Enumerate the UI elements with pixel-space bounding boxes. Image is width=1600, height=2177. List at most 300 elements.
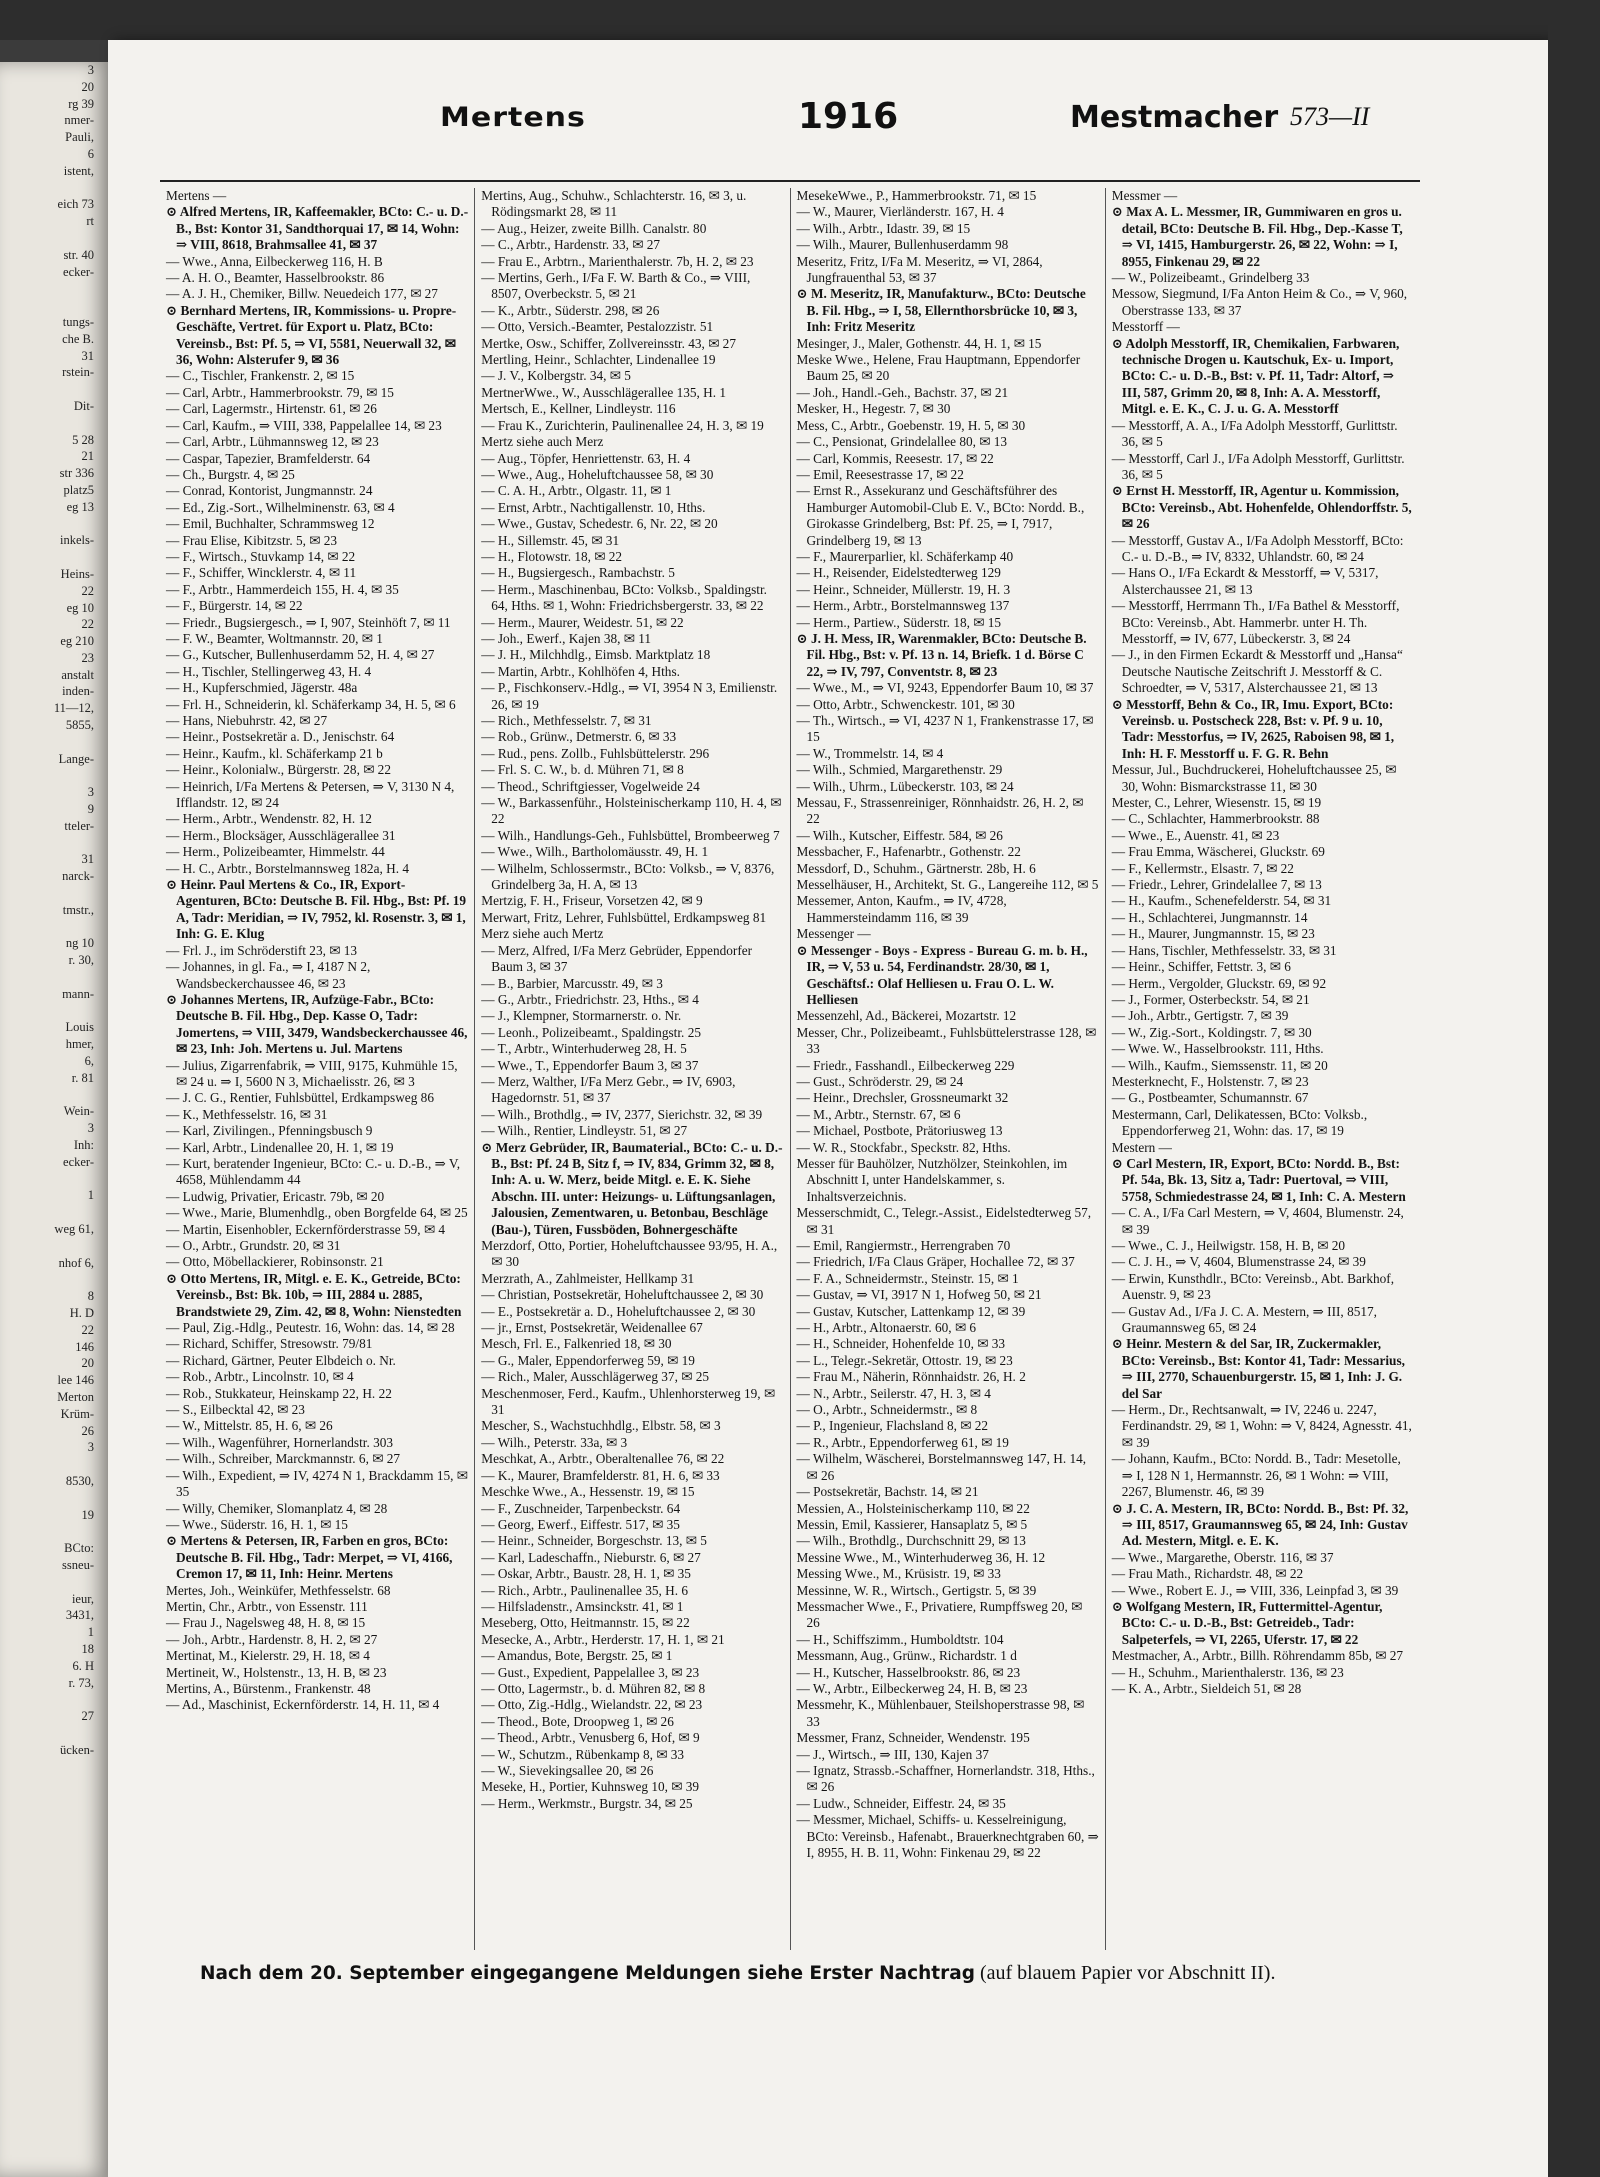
left-page-text-fragment: r. 30, (68, 953, 94, 968)
left-page-text-fragment: platz5 (63, 482, 94, 497)
left-page-text-fragment (0, 1238, 108, 1255)
directory-entry: — Hans O., I/Fa Eckardt & Messtorff, ⇒ V, 5317, Alsterchaussee 21, ✉ 13 (1111, 565, 1379, 597)
directory-entry: — P., Fischkonserv.-Hdlg., ⇒ VI, 3954 N 3, Emilienstr. 26, ✉ 19 (481, 680, 778, 712)
directory-entry: — H., Schneider, Hohenfelde 10, ✉ 33 (796, 1336, 1006, 1352)
directory-entry: Merwart, Fritz, Lehrer, Fuhlsbüttel, Erdkampsweg 81 (481, 909, 767, 925)
directory-entry: — Wilh., Handlungs-Geh., Fuhlsbüttel, Brombeerweg 7 (481, 827, 780, 843)
left-page-text-fragment: 5 28 (72, 432, 94, 447)
directory-entry: Messer, Chr., Polizeibeamt., Fuhlsbüttelerstrasse 128, ✉ 33 (796, 1024, 1097, 1057)
directory-entry: — Wwe., T., Eppendorfer Baum 3, ✉ 37 (481, 1057, 699, 1073)
directory-entry: Mesecke, A., Arbtr., Herderstr. 17, H. 1, ✉ 21 (481, 1631, 725, 1647)
left-page-text-fragment (0, 381, 108, 398)
directory-entry: — Gustav, ⇒ VI, 3917 N 1, Hofweg 50, ✉ 21 (796, 1287, 1042, 1303)
left-page-text-fragment: 8530, (65, 1473, 94, 1488)
directory-entry: — Gust., Schröderstr. 29, ✉ 24 (796, 1073, 964, 1089)
left-page-text-fragment: eg 10 (66, 600, 94, 615)
directory-entry: — Emil, Rangiermstr., Herrengraben 70 (796, 1238, 1011, 1253)
directory-entry: — A. H. O., Beamter, Hasselbrookstr. 86 (166, 270, 385, 286)
directory-entry: Mestermann, Carl, Delikatessen, BCto: Volksb., Eppendorferweg 21, Wohn: das. 17, ✉ 19 (1111, 1106, 1368, 1139)
directory-entry: — Otto, Versich.-Beamter, Pestalozzistr. 51 (481, 319, 714, 335)
directory-entry: MertnerWwe., W., Ausschlägerallee 135, H. 1 (481, 384, 727, 400)
left-page-text-fragment (0, 1725, 108, 1742)
left-page-text-fragment (0, 1574, 108, 1591)
directory-entry: Meseberg, Otto, Heitmannstr. 15, ✉ 22 (481, 1615, 690, 1631)
left-page-text-fragment (0, 415, 108, 432)
directory-entry: — Herm., Maurer, Weidestr. 51, ✉ 22 (481, 614, 684, 630)
left-page-text-fragment: nmer- (64, 113, 94, 128)
left-page-text-fragment: ssneu- (62, 1557, 94, 1572)
scan-background-right (1548, 0, 1600, 2177)
left-page-text-fragment: 9 (87, 802, 94, 817)
directory-entry: — Wwe., C. J., Heilwigstr. 158, H. B, ✉ 20 (1111, 1238, 1345, 1253)
directory-entry: — Herm., Dr., Rechtsanwalt, ⇒ IV, 2246 u. 2247, Ferdinandstr. 29, ✉ 1, Wohn: ⇒ V, 8424, Agnesstr. 41, ✉ 39 (1111, 1402, 1412, 1450)
directory-entry: — Joh., Ewerf., Kajen 38, ✉ 11 (481, 630, 652, 646)
directory-entry: — H., Tischler, Stellingerweg 43, H. 4 (166, 663, 372, 679)
left-page-text-fragment: 27 (81, 1709, 94, 1724)
left-page-text-fragment: 3 (87, 63, 94, 77)
directory-entry: — Wilh., Arbtr., Idastr. 39, ✉ 15 (796, 220, 971, 236)
directory-entry: — Carl, Kaufm., ⇒ VIII, 338, Pappelallee 14, ✉ 23 (166, 417, 442, 433)
left-page-text-fragment: 6 (87, 146, 94, 161)
directory-entry: — Otto, Lagermstr., b. d. Mühren 82, ✉ 8 (481, 1680, 706, 1696)
directory-entry: — Wilhelm, Schlossermstr., BCto: Volksb., ⇒ V, 8376, Grindelberg 3a, H. A, ✉ 13 (481, 860, 775, 893)
directory-entry: — Emil, Reesestrasse 17, ✉ 22 (796, 466, 964, 482)
directory-entry: — Wwe., E., Auenstr. 41, ✉ 23 (1111, 827, 1280, 843)
directory-entry: — J., Wirtsch., ⇒ III, 130, Kajen 37 (796, 1746, 989, 1762)
directory-entry: ⊙ Otto Mertens, IR, Mitgl. e. E. K., Getreide, BCto: Vereinsb., Bst: Bk. 10b, ⇒ III, 2884 u. 2885, Brandstwiete 29, Zim. 42, ✉ 8, Wohn: Nienstedten (166, 1270, 462, 1319)
directory-entry: — O., Arbtr., Schneidermstr., ✉ 8 (796, 1402, 978, 1418)
directory-entry: — Wilh., Brothdlg., ⇒ IV, 2377, Sierichstr. 32, ✉ 39 (481, 1106, 763, 1122)
left-page-text-fragment: ieur, (71, 1591, 94, 1606)
left-page-text-fragment (0, 1456, 108, 1473)
directory-entry: — Martin, Arbtr., Kohlhöfen 4, Hths. (481, 663, 680, 679)
directory-entry: — Ch., Burgstr. 4, ✉ 25 (166, 466, 295, 482)
directory-entry: Mestmacher, A., Arbtr., Billh. Röhrendamm 85b, ✉ 27 (1111, 1648, 1404, 1664)
directory-entry: — Wilh., Rentier, Lindleystr. 51, ✉ 27 (481, 1123, 688, 1139)
left-page-text-fragment: Merton (57, 1389, 94, 1404)
directory-entry: Messemer, Anton, Kaufm., ⇒ IV, 4728, Hammersteindamm 116, ✉ 39 (796, 893, 1007, 925)
left-page-text-fragment: Heins- (60, 566, 94, 581)
directory-entry: ⊙ Messtorff, Behn & Co., IR, Imu. Export, BCto: Vereinsb. u. Postscheck 228, Bst: v. Pf. 9 u. 10, Tadr: Messtorfus, ⇒ IV, 2625, Raboisen 98, ✉ 1, Inh: H. F. Messtorff u. F. G. R. Behn (1111, 696, 1395, 761)
directory-entry: — W. R., Stockfabr., Speckstr. 82, Hths. (796, 1139, 1011, 1155)
footer-text: (auf blauem Papier vor Abschnitt II). (974, 1962, 1276, 1984)
directory-entry: — Merz, Walther, I/Fa Merz Gebr., ⇒ IV, 6903, Hagedornstr. 51, ✉ 37 (481, 1073, 736, 1106)
left-page-text-fragment: inden- (62, 684, 94, 699)
directory-entry: Meske Wwe., Helene, Frau Hauptmann, Eppendorfer Baum 25, ✉ 20 (796, 352, 1081, 384)
directory-entry: — H., Schlachterei, Jungmannstr. 14 (1111, 909, 1308, 925)
directory-entry: — Oskar, Arbtr., Baustr. 28, H. 1, ✉ 35 (481, 1566, 691, 1582)
directory-entry: — Wwe., Gustav, Schedestr. 6, Nr. 22, ✉ 20 (481, 516, 718, 532)
directory-entry: Mertin, Chr., Arbtr., von Essenstr. 111 (166, 1598, 368, 1614)
directory-entry: — H., Schuhm., Marienthalerstr. 136, ✉ 23 (1111, 1664, 1344, 1680)
directory-entry: — K., Methfesselstr. 16, ✉ 31 (166, 1106, 328, 1122)
left-page-text-fragment (0, 919, 108, 936)
left-page-text-fragment: Lange- (58, 751, 94, 766)
left-page-text-fragment (0, 280, 108, 297)
left-page-text-fragment: str 336 (59, 466, 94, 481)
directory-entry: Messer für Bauhölzer, Nutzhölzer, Steinkohlen, im Abschnitt I, unter Handelskammer, s. Inhaltsverzeichnis. (796, 1155, 1068, 1204)
directory-entry: — L., Telegr.-Sekretär, Ottostr. 19, ✉ 23 (796, 1352, 1013, 1368)
directory-entry: — Heinr., Schneider, Müllerstr. 19, H. 3 (796, 581, 1011, 597)
directory-entry: — W., Sievekingsallee 20, ✉ 26 (481, 1763, 654, 1778)
directory-entry: — Aug., Heizer, zweite Billh. Canalstr. 80 (481, 220, 707, 236)
directory-entry: — C., Tischler, Frankenstr. 2, ✉ 15 (166, 368, 355, 384)
directory-entry: MesekeWwe., P., Hammerbrookstr. 71, ✉ 15 (796, 188, 1037, 203)
directory-entry: Mertins, A., Bürstenm., Frankenstr. 48 (166, 1680, 371, 1696)
left-page-text-fragment (0, 297, 108, 314)
directory-entry: — H., Sillemstr. 45, ✉ 31 (481, 532, 620, 548)
left-page-text-fragment (0, 1204, 108, 1221)
directory-entry: — Gustav Ad., I/Fa J. C. A. Mestern, ⇒ III, 8517, Graumannsweg 65, ✉ 24 (1111, 1303, 1377, 1336)
directory-entry: Meseritz, Fritz, I/Fa M. Meseritz, ⇒ VI, 2864, Jungfrauenthal 53, ✉ 37 (796, 253, 1043, 286)
directory-entry: — Joh., Arbtr., Hardenstr. 8, H. 2, ✉ 27 (166, 1631, 378, 1647)
directory-entry: ⊙ Heinr. Mestern & del Sar, IR, Zuckermakler, BCto: Vereinsb., Bst: Kontor 41, Tadr: Messarius, ⇒ III, 2770, Schauenburgerstr. 15, ✉ 1, Inh: J. G. del Sar (1111, 1336, 1405, 1401)
directory-entry: — Heinr., Kolonialw., Bürgerstr. 28, ✉ 22 (166, 762, 391, 778)
directory-entry: — Wilh., Brothdlg., Durchschnitt 29, ✉ 13 (796, 1533, 1026, 1549)
directory-entry: Mestern — (1111, 1139, 1172, 1155)
column-4 (1106, 188, 1420, 1950)
directory-entry: — Julius, Zigarrenfabrik, ⇒ VIII, 9175, Kuhmühle 15, ✉ 24 u. ⇒ I, 5600 N 3, Michaelisstr. 26, ✉ 3 (166, 1057, 458, 1089)
directory-entry: — H., Kaufm., Schenefelderstr. 54, ✉ 31 (1111, 893, 1332, 909)
left-page-text-fragment: 6, (84, 1054, 94, 1069)
left-page-text-fragment: 23 (81, 650, 94, 665)
directory-entry: — Wilh., Schreiber, Marckmannstr. 6, ✉ 27 (166, 1451, 400, 1467)
left-page-text-fragment (0, 1490, 108, 1507)
directory-entry: — Otto, Möbellackierer, Robinsonstr. 21 (166, 1254, 384, 1270)
directory-entry: ⊙ Adolph Messtorff, IR, Chemikalien, Farbwaren, technische Drogen u. Kautschuk, Ex- u. Import, BCto: C.- u. D.-B., Bst: v. Pf. 11, Tadr: Altorf, ⇒ III, 587, Grimm 20, ✉ 8, Inh: A. A. Messtorff, Mitgl. e. E. K., C. J. u. G. A. Messtorff (1111, 335, 1400, 417)
footer-bold-text: Nach dem 20. September eingegangene Meldungen siehe Erster Nachtrag (200, 1963, 975, 1984)
directory-entry: — Michael, Postbote, Prätoriusweg 13 (796, 1123, 1003, 1139)
directory-entry: — Kurt, beratender Ingenieur, BCto: C.- u. D.-B., ⇒ V, 4658, Mühlendamm 44 (166, 1155, 461, 1188)
directory-entry: Mess, C., Arbtr., Goebenstr. 19, H. 5, ✉ 30 (796, 417, 1026, 433)
directory-entry: — H. C., Arbtr., Borstelmannsweg 182a, H. 4 (166, 860, 410, 876)
directory-entry: Meschkat, A., Arbtr., Oberaltenallee 76, ✉ 22 (481, 1451, 725, 1467)
left-page-text-fragment: Inh: (73, 1138, 94, 1152)
directory-entry: — Heinrich, I/Fa Mertens & Petersen, ⇒ V, 3130 N 4, Ifflandstr. 12, ✉ 24 (166, 778, 455, 811)
directory-entry: — Wilh., Schmied, Margarethenstr. 29 (796, 762, 1003, 778)
directory-entry: Merzdorf, Otto, Portier, Hoheluftchaussee 93/95, H. A., ✉ 30 (481, 1238, 778, 1270)
directory-entry: — Wilh., Kutscher, Eiffestr. 584, ✉ 26 (796, 827, 1003, 843)
scan-background-top (0, 0, 1600, 40)
directory-entry: — Heinr., Schiffer, Fettstr. 3, ✉ 6 (1111, 959, 1291, 975)
directory-entry: — Wwe., Aug., Hoheluftchaussee 58, ✉ 30 (481, 466, 714, 482)
directory-entry: Mertsch, E., Kellner, Lindleystr. 116 (481, 401, 676, 417)
directory-entry: ⊙ Bernhard Mertens, IR, Kommissions- u. Propre-Geschäfte, Vertret. für Export u. Platz, BCto: Vereinsb., Bst: Pf. 5, ⇒ VI, 5581, Neuerwall 32, ✉ 36, Wohn: Alsterufer 9, ✉ 36 (166, 302, 457, 368)
left-page-text-fragment: tteler- (64, 818, 94, 833)
directory-entry: — R., Arbtr., Eppendorferweg 61, ✉ 19 (796, 1434, 1009, 1450)
directory-entry: ⊙ M. Meseritz, IR, Manufakturw., BCto: Deutsche B. Fil. Hbg., ⇒ I, 58, Ellernthorsbrücke 10, ✉ 3, Inh: Fritz Meseritz (796, 286, 1086, 335)
directory-entry: Messenzehl, Ad., Bäckerei, Mozartstr. 12 (796, 1008, 1017, 1024)
directory-entry: — Wwe., Marie, Blumenhdlg., oben Borgfelde 64, ✉ 25 (166, 1205, 468, 1221)
directory-entry: — H., Schiffszimm., Humboldtstr. 104 (796, 1631, 1004, 1647)
directory-entry: — Frau M., Näherin, Rönnhaidstr. 26, H. 2 (796, 1369, 1026, 1385)
directory-entry: — Frau Math., Richardstr. 48, ✉ 22 (1111, 1566, 1304, 1582)
left-page-text-fragment: Dit- (73, 398, 94, 413)
directory-entry: — Joh., Handl.-Geh., Bachstr. 37, ✉ 21 (796, 384, 1009, 400)
left-page-text-fragment: H. D (69, 1305, 94, 1320)
left-page-text-fragment: tungs- (62, 314, 94, 329)
directory-entry: ⊙ Carl Mestern, IR, Export, BCto: Nordd. B., Bst: Pf. 54a, Bk. 13, Sitz a, Tadr: Puertoval, ⇒ VIII, 5758, Schmiedestrasse 24, ✉ 1, Inh: C. A. Mestern (1111, 1155, 1406, 1204)
directory-entry: — H., Maurer, Jungmannstr. 15, ✉ 23 (1111, 926, 1315, 942)
left-page-text-fragment: istent, (63, 163, 94, 178)
left-page-text-fragment: inkels- (59, 533, 94, 548)
directory-entry: — F., Maurerparlier, kl. Schäferkamp 40 (796, 548, 1014, 564)
directory-entry: — S., Eilbecktal 42, ✉ 23 (166, 1402, 305, 1418)
directory-entry: — Ernst R., Assekuranz und Geschäftsführer des Hamburger Automobil-Club E. V., BCto: Nordd. B., Girokasse Grindelberg, Bst: Pf. 25, ⇒ I, 7917, Grindelberg 19, ✉ 13 (796, 483, 1085, 548)
directory-entry: — J., in den Firmen Eckardt & Messtorff und „Hansa“ Deutsche Nautische Zeitschrift J. Messtorff & C. Schroedter, ⇒ V, 5317, Alsterchaussee 21, ✉ 13 (1111, 647, 1403, 696)
left-page-text-fragment: 3 (87, 1121, 94, 1136)
directory-entry: — Th., Wirtsch., ⇒ VI, 4237 N 1, Frankenstrasse 17, ✉ 15 (796, 713, 1094, 745)
directory-entry: — W., Polizeibeamt., Grindelberg 33 (1111, 270, 1310, 286)
directory-entry: Mertzig, F. H., Friseur, Vorsetzen 42, ✉ 9 (481, 893, 703, 909)
left-page-text-fragment (0, 734, 108, 751)
directory-entry: Messmer — (1111, 188, 1178, 203)
directory-entry: — H., Reisender, Eidelstedterweg 129 (796, 565, 1001, 581)
directory-entry: — Merz, Alfred, I/Fa Merz Gebrüder, Eppendorfer Baum 3, ✉ 37 (481, 942, 753, 975)
left-page-text-fragment: ücken- (59, 1742, 94, 1757)
directory-entry: — Gustav, Kutscher, Lattenkamp 12, ✉ 39 (796, 1303, 1026, 1319)
directory-entry: Mertinat, M., Kielerstr. 29, H. 18, ✉ 4 (166, 1648, 370, 1664)
directory-entry: Mesinger, J., Maler, Gothenstr. 44, H. 1, ✉ 15 (796, 335, 1042, 351)
directory-entry: Messtorff — (1111, 319, 1180, 335)
directory-entry: Mesterknecht, F., Holstenstr. 7, ✉ 23 (1111, 1073, 1309, 1089)
left-page-text-fragment: rg 39 (68, 96, 94, 111)
directory-entry: — A. J. H., Chemiker, Billw. Neuedeich 177, ✉ 27 (166, 286, 438, 302)
left-page-text-fragment (0, 549, 108, 566)
directory-entry: — Otto, Arbtr., Schwenckestr. 101, ✉ 30 (796, 696, 1015, 712)
directory-entry: — J. H., Milchhdlg., Eimsb. Marktplatz 18 (481, 647, 711, 663)
left-page-text-fragment (0, 885, 108, 902)
directory-entry: — F., Kellermstr., Elsastr. 7, ✉ 22 (1111, 860, 1294, 876)
directory-entry: — K., Arbtr., Süderstr. 298, ✉ 26 (481, 302, 660, 318)
directory-entry: — C., Schlachter, Hammerbrookstr. 88 (1111, 811, 1320, 827)
left-page-text-fragment: ecker- (63, 1154, 94, 1169)
directory-entry: Meschenmoser, Ferd., Kaufm., Uhlenhorsterweg 19, ✉ 31 (481, 1385, 776, 1418)
directory-entry: — Herm., Arbtr., Wendenstr. 82, H. 12 (166, 811, 372, 827)
directory-entry: Messbacher, F., Hafenarbtr., Gothenstr. 22 (796, 844, 1021, 860)
left-page-text-fragment: Krüm- (60, 1406, 94, 1421)
directory-entry: Merz siehe auch Mertz (481, 926, 604, 942)
directory-entry: — G., Kutscher, Bullenhuserdamm 52, H. 4, ✉ 27 (166, 647, 435, 663)
left-page-text-fragment: 22 (81, 583, 94, 598)
left-page-text-fragment: Wein- (63, 1104, 94, 1119)
directory-entry: — Rich., Arbtr., Paulinenallee 35, H. 6 (481, 1582, 689, 1598)
left-page-text-fragment (0, 1271, 108, 1288)
directory-entry: Mertz siehe auch Merz (481, 434, 604, 450)
directory-entry: — Carl, Arbtr., Hammerbrookstr. 79, ✉ 15 (166, 384, 394, 400)
directory-entry: Messin, Emil, Kassierer, Hansaplatz 5, ✉ 5 (796, 1516, 1028, 1532)
left-page-text-fragment: lee 146 (57, 1373, 94, 1388)
directory-entry: — Rob., Grünw., Detmerstr. 6, ✉ 33 (481, 729, 677, 745)
directory-entry: Mesch, Frl. E., Falkenried 18, ✉ 30 (481, 1336, 672, 1352)
directory-entry: — Frl. J., im Schröderstift 23, ✉ 13 (166, 942, 358, 958)
directory-entry: — Herm., Werkmstr., Burgstr. 34, ✉ 25 (481, 1795, 693, 1811)
directory-entry: — Georg, Ewerf., Eiffestr. 517, ✉ 35 (481, 1516, 680, 1532)
directory-entry: — Johannes, in gl. Fa., ⇒ I, 4187 N 2, Wandsbeckerchaussee 46, ✉ 23 (166, 959, 371, 991)
directory-entry: — Aug., Töpfer, Henriettenstr. 63, H. 4 (481, 450, 691, 466)
directory-entry: — Carl, Arbtr., Lühmannsweg 12, ✉ 23 (166, 434, 379, 450)
directory-entry: Mertke, Osw., Schiffer, Zollvereinsstr. 43, ✉ 27 (481, 335, 736, 351)
directory-entry: — F. A., Schneidermstr., Steinstr. 15, ✉ 1 (796, 1270, 1019, 1286)
directory-entry: — C. A. H., Arbtr., Olgastr. 11, ✉ 1 (481, 483, 672, 499)
directory-entry: — J., Former, Osterbeckstr. 54, ✉ 21 (1111, 991, 1310, 1007)
directory-entry: — Heinr., Kaufm., kl. Schäferkamp 21 b (166, 745, 383, 761)
directory-entry: — Paul, Zig.-Hdlg., Peutestr. 16, Wohn: das. 14, ✉ 28 (166, 1320, 455, 1336)
left-page-text-fragment: eich 73 (57, 197, 94, 212)
directory-entry: — Messtorff, Carl J., I/Fa Adolph Messtorff, Gurlittstr. 36, ✉ 5 (1111, 450, 1405, 482)
directory-entry: — J. V., Kolbergstr. 34, ✉ 5 (481, 368, 631, 384)
left-page-text-fragment (0, 1003, 108, 1020)
directory-entry: Messenger — (796, 926, 871, 942)
left-page-text-fragment: 6. H (72, 1658, 94, 1673)
page-number: 573—II (1290, 102, 1370, 131)
left-page-text-fragment: rstein- (62, 365, 94, 380)
left-page-text-fragment: BCto: (64, 1541, 94, 1556)
directory-entry: — Wilh., Maurer, Bullenhuserdamm 98 (796, 237, 1009, 253)
left-page-text-fragment: 20 (81, 79, 94, 94)
header-last-name: Mestmacher (1070, 100, 1279, 135)
directory-entry: — Karl, Zivilingen., Pfenningsbusch 9 (166, 1123, 373, 1139)
directory-entry: Mertens — (166, 188, 227, 203)
directory-entry: ⊙ Johannes Mertens, IR, Aufzüge-Fabr., BCto: Deutsche B. Fil. Hbg., Dep. Kasse O, Tadr: Jomertens, ⇒ VIII, 3479, Wandsbeckerchaussee 46, ✉ 23, Inh: Joh. Mertens u. Jul. Martens (166, 991, 468, 1057)
left-page-text-fragment: eg 13 (66, 499, 94, 514)
directory-entry: Messinne, W. R., Wirtsch., Gertigstr. 5, ✉ 39 (796, 1582, 1037, 1598)
directory-entry: — Richard, Gärtner, Peuter Elbdeich o. Nr. (166, 1352, 396, 1368)
directory-entry: — Amandus, Bote, Bergstr. 25, ✉ 1 (481, 1648, 673, 1664)
page-header (60, 96, 1430, 140)
directory-entry: Messelhäuser, H., Architekt, St. G., Langereihe 112, ✉ 5 (796, 877, 1099, 893)
directory-entry: — H., Bugsiergesch., Rambachstr. 5 (481, 565, 675, 581)
directory-entry: — Friedrich, I/Fa Claus Gräper, Hochallee 72, ✉ 37 (796, 1254, 1075, 1270)
directory-entry: Messmacher Wwe., F., Privatiere, Rumpffsweg 20, ✉ 26 (796, 1598, 1083, 1631)
left-page-text-fragment (0, 1691, 108, 1708)
directory-entry: — Wwe., M., ⇒ VI, 9243, Eppendorfer Baum 10, ✉ 37 (796, 680, 1094, 696)
directory-entry: — Ed., Zig.-Sort., Wilhelminenstr. 63, ✉ 4 (166, 499, 395, 515)
left-page-text-fragment (0, 230, 108, 247)
directory-entry: — Rob., Stukkateur, Heinskamp 22, H. 22 (166, 1385, 392, 1401)
directory-entry: — Messtorff, Herrmann Th., I/Fa Bathel & Messtorff, BCto: Vereinsb., Abt. Hammerbr. unter H. Th. Messtorff, ⇒ IV, 677, Lübeckerstr. 3, ✉ 24 (1111, 598, 1400, 646)
directory-entry: — Hilfsladenstr., Amsinckstr. 41, ✉ 1 (481, 1598, 684, 1614)
header-first-name: Mertens (440, 101, 586, 134)
directory-entry: — Ignatz, Strassb.-Schaffner, Hornerlandstr. 318, Hths., ✉ 26 (796, 1763, 1095, 1795)
left-page-text-fragment: r. 81 (71, 1070, 94, 1085)
directory-entry: Merzrath, A., Zahlmeister, Hellkamp 31 (481, 1270, 695, 1286)
directory-entry: — Hans, Niebuhrstr. 42, ✉ 27 (166, 713, 328, 728)
directory-entry: — Wilh., Kaufm., Siemssenstr. 11, ✉ 20 (1111, 1057, 1328, 1073)
directory-entry: — Wilh., Peterstr. 33a, ✉ 3 (481, 1434, 628, 1450)
directory-entry: — Christian, Postsekretär, Hoheluftchaussee 2, ✉ 30 (481, 1287, 764, 1303)
directory-entry: — Heinr., Schneider, Borgeschstr. 13, ✉ 5 (481, 1533, 707, 1549)
directory-entry: — W., Schutzm., Rübenkamp 8, ✉ 33 (481, 1746, 685, 1762)
directory-entry: — Richard, Schiffer, Stresowstr. 79/81 (166, 1336, 373, 1352)
directory-entry: — Erwin, Kunsthdlr., BCto: Vereinsb., Abt. Barkhof, Auenstr. 9, ✉ 23 (1111, 1270, 1395, 1303)
directory-entry: Meschke Wwe., A., Hessenstr. 19, ✉ 15 (481, 1484, 695, 1500)
directory-entry: — W., Mittelstr. 85, H. 6, ✉ 26 (166, 1418, 333, 1434)
directory-entry: — Wwe., Süderstr. 16, H. 1, ✉ 15 (166, 1516, 348, 1532)
left-page-text-fragment (0, 1171, 108, 1188)
directory-entry: — Leonh., Polizeibeamt., Spaldingstr. 25 (481, 1024, 701, 1040)
left-page-text-fragment: narck- (62, 869, 94, 884)
left-page-text-fragment: 1 (87, 1188, 94, 1203)
directory-entry: — Frau Emma, Wäscherei, Gluckstr. 69 (1111, 844, 1325, 860)
column-3 (791, 188, 1106, 1950)
directory-entry: — Frau Elise, Kibitzstr. 5, ✉ 23 (166, 532, 338, 548)
directory-entry: — Messtorff, A. A., I/Fa Adolph Messtorff, Gurlittstr. 36, ✉ 5 (1111, 417, 1398, 450)
directory-entry: — Frau J., Nagelsweg 48, H. 8, ✉ 15 (166, 1615, 366, 1631)
directory-entry: — Martin, Eisenhobler, Eckernförderstrasse 59, ✉ 4 (166, 1221, 446, 1237)
directory-entry: — Herm., Blocksäger, Ausschlägerallee 31 (166, 827, 396, 843)
directory-entry: — K. A., Arbtr., Sieldeich 51, ✉ 28 (1111, 1680, 1302, 1696)
directory-entry: ⊙ J. H. Mess, IR, Warenmakler, BCto: Deutsche B. Fil. Hbg., Bst: v. Pf. 13 n. 14, Briefk. 1 d. Börse C 22, ⇒ IV, 797, Conventstr. 8, ✉ 23 (796, 630, 1087, 679)
directory-entry: — Wwe., Robert E. J., ⇒ VIII, 336, Leinpfad 3, ✉ 39 (1111, 1582, 1399, 1598)
directory-entry: — H., Kupferschmied, Jägerstr. 48a (166, 680, 358, 696)
directory-columns (160, 188, 1420, 1950)
left-page-text-fragment (0, 767, 108, 784)
directory-entry: — Karl, Ladeschaffn., Nieburstr. 6, ✉ 27 (481, 1549, 701, 1565)
directory-entry: — Herm., Polizeibeamter, Himmelstr. 44 (166, 844, 385, 860)
directory-entry: — Messmer, Michael, Schiffs- u. Kesselreinigung, BCto: Vereinsb., Hafenabt., Brauerknechtgraben 60, ⇒ I, 8955, H. B. 11, Wohn: Finkenau 29, ✉ 22 (796, 1812, 1099, 1861)
left-page-text-fragment: hmer, (65, 1037, 94, 1052)
directory-entry: Messerschmidt, C., Telegr.-Assist., Eidelstedterweg 57, ✉ 31 (796, 1205, 1092, 1237)
directory-entry: ⊙ Max A. L. Messmer, IR, Gummiwaren en gros u. detail, BCto: Deutsche B. Fil. Hbg., Dep.-Kasse T, ⇒ VI, 1415, Hamburgerstr. 26, ✉ 22, Wohn: ⇒ I, 8955, Finkenau 29, ✉ 22 (1111, 204, 1403, 269)
directory-entry: — Wilh., Expedient, ⇒ IV, 4274 N 1, Brackdamm 15, ✉ 35 (166, 1467, 468, 1500)
directory-entry: Messmer, Franz, Schneider, Wendenstr. 195 (796, 1730, 1030, 1746)
left-page-text-fragment: 26 (81, 1423, 94, 1438)
directory-entry: — Heinr., Drechsler, Grossneumarkt 32 (796, 1090, 1009, 1106)
directory-entry: — W., Maurer, Vierländerstr. 167, H. 4 (796, 204, 1004, 220)
directory-entry: — G., Postbeamter, Schumannstr. 67 (1111, 1090, 1309, 1106)
directory-entry: — Karl, Arbtr., Lindenallee 20, H. 1, ✉ 19 (166, 1139, 394, 1155)
left-page-text-fragment: 1 (87, 1625, 94, 1640)
directory-entry: — Caspar, Tapezier, Bramfelderstr. 64 (166, 450, 371, 466)
directory-entry: — W., Trommelstr. 14, ✉ 4 (796, 745, 944, 761)
directory-entry: — F., Zuschneider, Tarpenbeckstr. 64 (481, 1500, 681, 1516)
directory-entry: Mertineit, W., Holstenstr., 13, H. B, ✉ 23 (166, 1664, 387, 1680)
directory-entry: — C. J. H., ⇒ V, 4604, Blumenstrasse 24, ✉ 39 (1111, 1254, 1366, 1270)
directory-entry: — Wilh., Wagenführer, Hornerlandstr. 303 (166, 1434, 394, 1450)
directory-entry: Messine Wwe., M., Winterhuderweg 36, H. 12 (796, 1549, 1046, 1565)
left-page-text-fragment: 8 (87, 1289, 94, 1304)
directory-entry: — Friedr., Bugsiergesch., ⇒ I, 907, Steinhöft 7, ✉ 11 (166, 614, 451, 630)
left-page-text-fragment: 31 (81, 852, 94, 867)
directory-entry: — G., Arbtr., Friedrichstr. 23, Hths., ✉ 4 (481, 991, 699, 1007)
directory-entry: — J. C. G., Rentier, Fuhlsbüttel, Erdkampsweg 86 (166, 1090, 434, 1106)
directory-entry: — Johann, Kaufm., BCto: Nordd. B., Tadr: Mesetolle, ⇒ I, 128 N 1, Hermannstr. 26, ✉ 1 Wohn: ⇒ VIII, 2267, Blumenstr. 46, ✉ 39 (1111, 1451, 1401, 1500)
left-page-text-fragment: weg 61, (54, 1221, 94, 1236)
directory-entry: — Conrad, Kontorist, Jungmannstr. 24 (166, 483, 373, 499)
directory-entry: — T., Arbtr., Winterhuderweg 28, H. 5 (481, 1041, 687, 1057)
directory-entry: Messien, A., Holsteinischerkamp 110, ✉ 22 (796, 1500, 1030, 1516)
left-page-text-fragment: 11—12, (53, 701, 94, 716)
directory-entry: — C., Arbtr., Hardenstr. 33, ✉ 27 (481, 237, 661, 253)
directory-entry: — F., Bürgerstr. 14, ✉ 22 (166, 598, 303, 614)
directory-entry: — Rich., Maler, Ausschlägerweg 37, ✉ 25 (481, 1369, 709, 1385)
directory-entry: — W., Arbtr., Eilbeckerweg 24, H. B, ✉ 23 (796, 1680, 1028, 1696)
left-page-text-fragment: che B. (62, 331, 94, 346)
directory-entry: — Theod., Schriftgiesser, Vogelweide 24 (481, 778, 700, 794)
directory-entry: — Ernst, Arbtr., Nachtigallenstr. 10, Hths. (481, 499, 706, 515)
directory-entry: Messau, F., Strassenreiniger, Rönnhaidstr. 26, H. 2, ✉ 22 (796, 795, 1084, 827)
directory-entry: Mescher, S., Wachstuchhdlg., Elbstr. 58, ✉ 3 (481, 1418, 721, 1434)
left-page-text-fragment: 20 (81, 1356, 94, 1371)
directory-entry: — E., Postsekretär a. D., Hoheluftchaussee 2, ✉ 30 (481, 1303, 756, 1319)
directory-entry: — C., Pensionat, Grindelallee 80, ✉ 13 (796, 434, 1008, 450)
directory-entry: — O., Arbtr., Grundstr. 20, ✉ 31 (166, 1238, 341, 1253)
left-page-text-fragment: nhof 6, (58, 1255, 94, 1270)
directory-entry: — K., Maurer, Bramfelderstr. 81, H. 6, ✉ 33 (481, 1467, 720, 1483)
directory-entry: — H., Flotowstr. 18, ✉ 22 (481, 548, 623, 564)
directory-entry: — Hans, Tischler, Methfesselstr. 33, ✉ 31 (1111, 942, 1337, 958)
